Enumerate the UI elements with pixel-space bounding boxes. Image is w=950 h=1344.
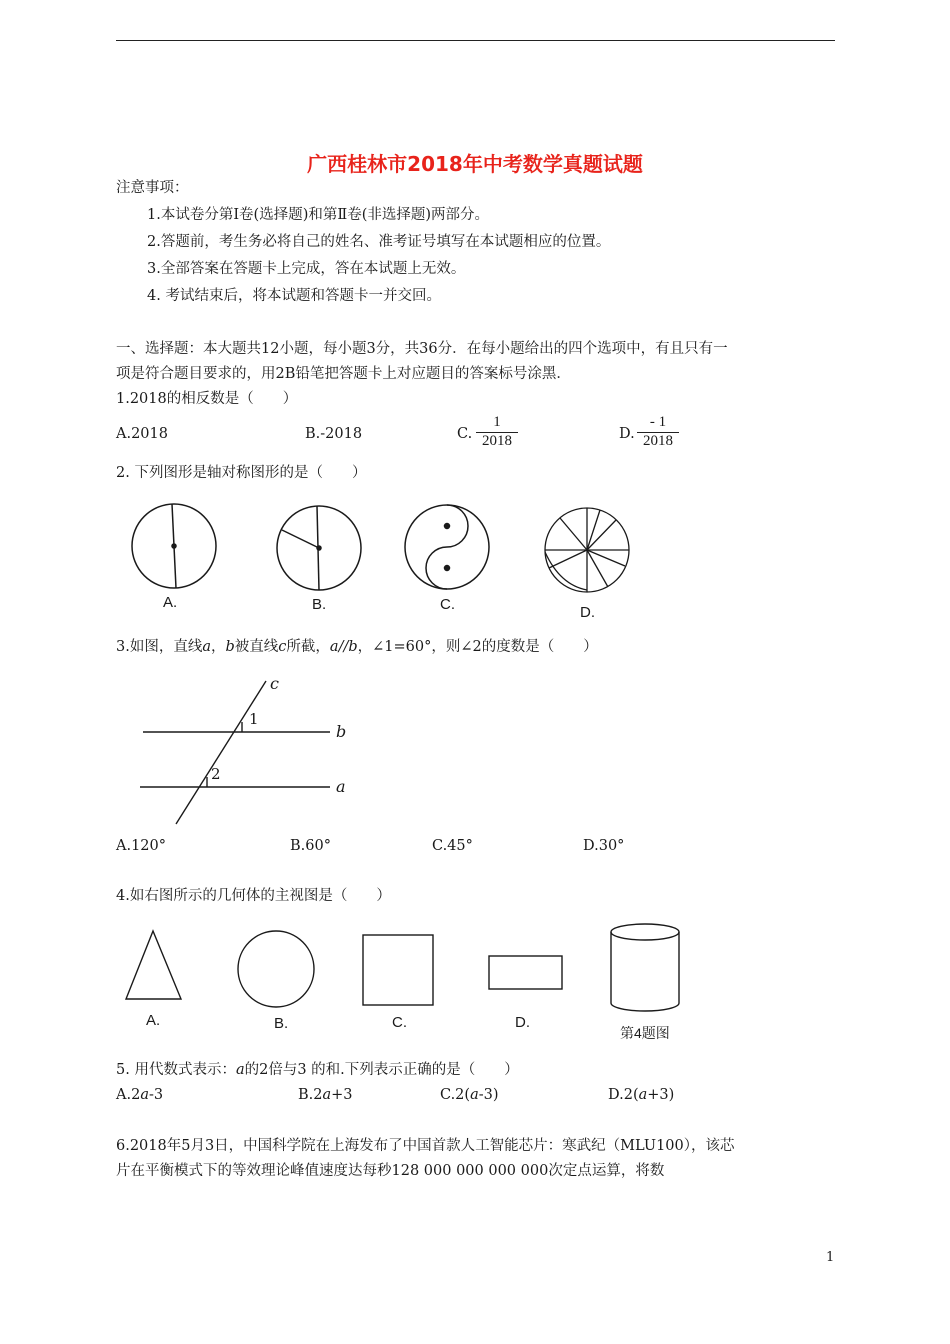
option-text: B.2 (298, 1087, 323, 1103)
q3-option-b: B.60° (290, 838, 331, 854)
option-text: -3 (148, 1087, 164, 1103)
q2-label-a: A. (163, 594, 178, 611)
q2-figure-c (405, 505, 489, 589)
page-title: 广西桂林市2018年中考数学真题试题 (307, 152, 643, 176)
q1-option-c-prefix: C. (457, 426, 473, 442)
notice-item-4: 4. 考试结束后，将本试题和答题卡一并交回。 (147, 288, 441, 304)
notice-item-2: 2.答题前，考生务必将自己的姓名、准考证号填写在本试题相应的位置。 (147, 234, 611, 250)
q3-stem-text: 3.如图，直线 (116, 639, 203, 655)
q3-stem-text: 所截， (286, 639, 330, 655)
var-a: a (638, 1087, 648, 1103)
q4-label-a: A. (146, 1012, 161, 1029)
q5-stem-text: 的2倍与3 的和.下列表示正确的是（ ） (244, 1062, 519, 1078)
q5-option-a (116, 1087, 163, 1103)
var-b: b (348, 639, 358, 655)
q3-fig-angle-2: 2 (211, 765, 221, 783)
q3-stem-text: 被直线 (234, 639, 279, 655)
fraction-denominator: 2018 (482, 433, 512, 449)
q2-figure-b (277, 506, 361, 590)
q5-stem-text: 5. 用代数式表示： (116, 1062, 236, 1078)
q1-stem: 1.2018的相反数是（ ） (116, 391, 298, 407)
var-a: a (470, 1087, 479, 1103)
option-text: C.2( (440, 1087, 471, 1103)
var-b: b (225, 639, 235, 655)
q5-option-d (608, 1087, 674, 1103)
q6-line2: 片在平衡模式下的等效理论峰值速度达每秒128 000 000 000 000次定点运算，将数 (116, 1163, 665, 1179)
option-text: D.2( (608, 1087, 639, 1103)
fraction-denominator: 2018 (643, 433, 673, 449)
notice-item-1: 1.本试卷分第Ⅰ卷(选择题)和第Ⅱ卷(非选择题)两部分。 (147, 207, 490, 223)
q5-stem (116, 1060, 519, 1080)
section1-line1: 一、选择题：本大题共12小题，每小题3分，共36分．在每小题给出的四个选项中，有且只有一 (116, 341, 728, 357)
parallel-sign: // (338, 639, 349, 655)
var-a: a (202, 639, 211, 655)
option-text: A.2 (116, 1087, 141, 1103)
q3-fig-label-a: a (336, 777, 346, 796)
q1-option-b: B.-2018 (305, 426, 363, 442)
option-text: -3) (478, 1087, 499, 1103)
q6-line1: 6.2018年5月3日，中国科学院在上海发布了中国首款人工智能芯片：寒武纪（MLU100），该芯 (116, 1138, 735, 1154)
q4-figure-caption: 第4题图 (620, 1025, 670, 1041)
q4-figures (126, 924, 679, 1011)
notice-heading: 注意事项： (116, 180, 189, 196)
q3-stem-sep: ， (211, 639, 226, 655)
var-a: a (140, 1087, 149, 1103)
q2-figure-a (132, 504, 216, 588)
q1-option-d-prefix: D. (619, 426, 635, 442)
q3-figure (140, 681, 330, 824)
cylinder-figure (611, 924, 679, 1011)
q1-option-a: A.2018 (116, 426, 168, 442)
q5-option-b (298, 1087, 353, 1103)
q5-option-c (440, 1087, 499, 1103)
q2-label-d: D. (580, 604, 595, 621)
fraction-numerator: - 1 (649, 414, 667, 430)
q2-label-c: C. (440, 596, 455, 613)
q3-fig-angle-1: 1 (249, 710, 259, 728)
option-text: +3 (331, 1087, 353, 1103)
q3-option-d: D.30° (583, 838, 625, 854)
q3-stem-text: ，∠1=60°，则∠2的度数是（ ） (357, 639, 598, 655)
section1-line2: 项是符合题目要求的，用2B铅笔把答题卡上对应题目的答案标号涂黑． (116, 366, 571, 382)
q2-figure-d (545, 508, 629, 592)
option-text: +3) (647, 1087, 675, 1103)
q4-stem: 4.如右图所示的几何体的主视图是（ ） (116, 888, 391, 904)
q3-fig-label-b: b (336, 722, 347, 741)
q3-fig-label-c: c (270, 674, 279, 693)
page-number: 1 (826, 1250, 835, 1265)
var-a: a (322, 1087, 332, 1103)
var-a: a (235, 1062, 245, 1078)
var-c: c (278, 639, 287, 655)
q4-label-c: C. (392, 1014, 407, 1031)
q3-option-c: C.45° (432, 838, 473, 854)
notice-item-3: 3.全部答案在答题卡上完成，答在本试题上无效。 (147, 261, 466, 277)
q2-stem: 2. 下列图形是轴对称图形的是（ ） (116, 465, 367, 481)
q4-label-d: D. (515, 1014, 530, 1031)
q3-option-a: A.120° (116, 838, 167, 854)
var-a: a (329, 639, 339, 655)
q2-label-b: B. (312, 596, 327, 613)
fraction-numerator: 1 (493, 414, 501, 430)
q3-stem (116, 637, 598, 657)
q4-label-b: B. (274, 1015, 289, 1032)
